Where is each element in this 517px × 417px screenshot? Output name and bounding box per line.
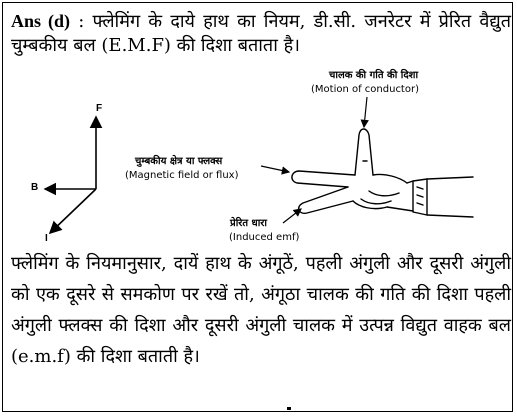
b-axis-label: B — [31, 182, 39, 193]
i-axis-label: I — [45, 233, 48, 244]
motion-pointer — [364, 97, 367, 127]
answer-label: Ans (d) — [11, 11, 70, 31]
i-axis-line — [50, 189, 96, 233]
emf-label-hindi: प्रेरित धारा — [230, 218, 267, 229]
right-hand-rule-figure — [3, 65, 514, 250]
field-label-english: (Magnetic field or flux) — [125, 170, 239, 181]
f-axis-label: F — [96, 103, 103, 114]
answer-box — [2, 2, 513, 412]
page-mark — [287, 407, 291, 410]
motion-label-english: (Motion of conductor) — [311, 84, 419, 95]
answer-intro — [11, 9, 511, 58]
emf-pointer — [283, 209, 301, 223]
field-pointer — [261, 166, 289, 172]
field-label-hindi: चुम्बकीय क्षेत्र या फ्लक्स — [135, 156, 223, 167]
right-hand-illustration — [292, 129, 473, 217]
motion-label-hindi: चालक की गति की दिशा — [329, 70, 419, 81]
answer-intro-text: : फ्लेमिंग के दाये हाथ का नियम, डी.सी. जनरेटर में प्रेरित वैद्युत चुम्बकीय बल (E.M.F) की दिशा बताता है। — [11, 11, 511, 56]
explanation-text: फ्लेमिंग के नियमानुसार, दायें हाथ के अंगूठें, पहली अंगुली और दूसरी अंगुली को एक दूसरे से समकोण पर रखें तो, अंगूठा चालक की गति की दिशा पहली अंगुली फ्लक्स की दिशा और दूसरी अंगुली चालक में उत्पन्न विद्युत वाहक बल (e.m.f) की दिशा बताती है। — [11, 253, 511, 367]
emf-label-english: (Induced emf) — [229, 232, 300, 243]
